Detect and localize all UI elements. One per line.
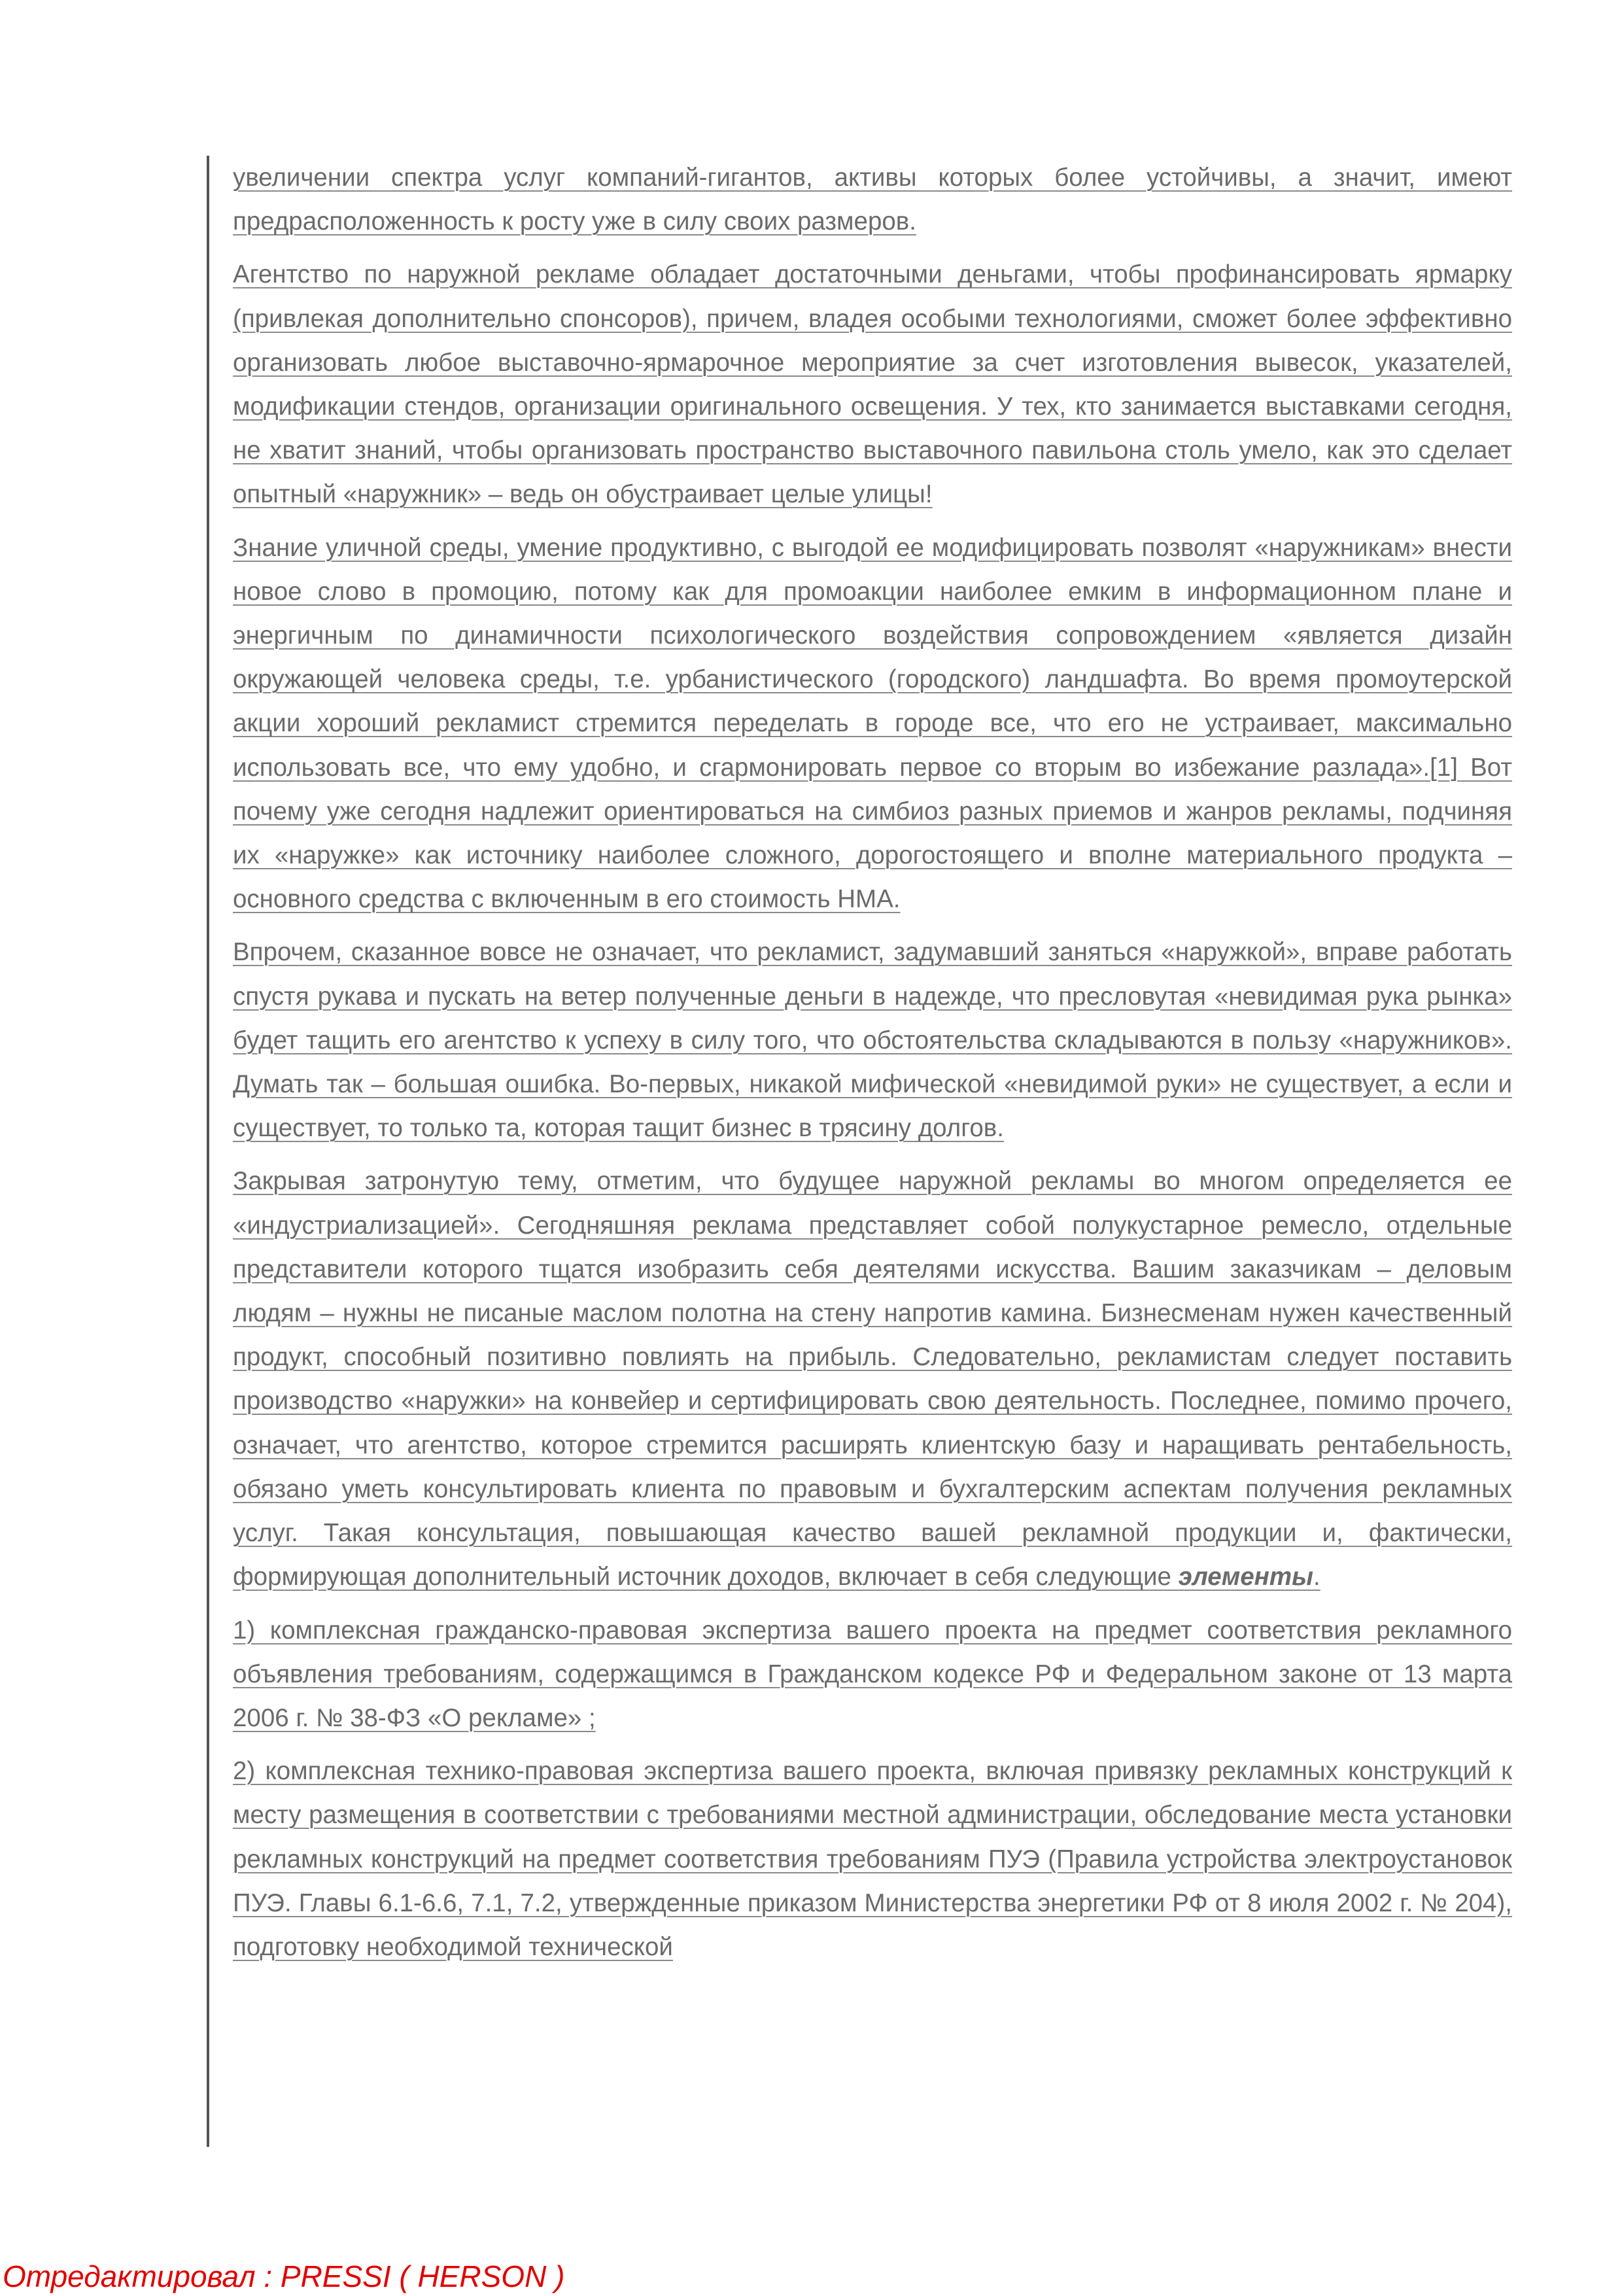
paragraph-5-end: .: [1313, 1563, 1320, 1592]
document-body: [233, 156, 1512, 1978]
paragraph-3[interactable]: Знание уличной среды, умение продуктивно, с выгодой ее модифицировать позволят «наружникам» внести новое слово в промоцию, потому как для промоакции наиболее емким в информационном плане и энергичным по динамичности психологического воздействия сопровождением «является дизайн окружающей человека среды, т.е. урбанистического (городского) ландшафта. Во время промоутерской акции хороший рекламист стремится переделать в городе все, что его не устраивает, максимально использовать все, что ему удобно, и сгармонировать первое со вторым во избежание разлада».[1] Вот почему уже сегодня надлежит ориентироваться на симбиоз разных приемов и жанров рекламы, подчиняя их «наружке» как источнику наиболее сложного, дорогостоящего и вполне материального продукта – основного средства с включенным в его стоимость НМА.: [233, 533, 1512, 914]
paragraph-5-emphasis: элементы: [1178, 1563, 1313, 1592]
left-margin-rule: [207, 156, 209, 2147]
paragraph-5[interactable]: [233, 1159, 1512, 1599]
paragraph-2[interactable]: Агентство по наружной рекламе обладает достаточными деньгами, чтобы профинансировать ярмарку (привлекая дополнительно спонсоров), причем, владея особыми технологиями, сможет более эффективно организовать любое выставочно-ярмарочное мероприятие за счет изготовления вывесок, указателей, модификации стендов, организации оригинального освещения. У тех, кто занимается выставками сегодня, не хватит знаний, чтобы организовать пространство выставочного павильона столь умело, как это сделает опытный «наружник» – ведь он обустраивает целые улицы!: [233, 260, 1512, 509]
footer-editor-credit: Отредактировал : PRESSI ( HERSON ): [3, 2259, 565, 2293]
paragraph-5-text: Закрывая затронутую тему, отметим, что будущее наружной рекламы во многом определяется ее «индустриализацией». Сегодняшняя реклама представляет собой полукустарное ремесло, отдельные представители которого тщатся изобразить себя деятелями искусства. Вашим заказчикам – деловым людям – нужны не писаные маслом полотна на стену напротив камина. Бизнесменам нужен качественный продукт, способный позитивно повлиять на прибыль. Следовательно, рекламистам следует поставить производство «наружки» на конвейер и сертифицировать свою деятельность. Последнее, помимо прочего, означает, что агентство, которое стремится расширять клиентскую базу и наращивать рентабельность, обязано уметь консультировать клиента по правовым и бухгалтерским аспектам получения рекламных услуг. Такая консультация, повышающая качество вашей рекламной продукции и, фактически, формирующая дополнительный источник доходов, включает в себя следующие: [233, 1167, 1512, 1592]
paragraph-1[interactable]: увеличении спектра услуг компаний-гигантов, активы которых более устойчивы, а значит, имеют предрасположенность к росту уже в силу своих размеров.: [233, 164, 1512, 236]
paragraph-4[interactable]: Впрочем, сказанное вовсе не означает, что рекламист, задумавший заняться «наружкой», вправе работать спустя рукава и пускать на ветер полученные деньги в надежде, что пресловутая «невидимая рука рынка» будет тащить его агентство к успеху в силу того, что обстоятельства складываются в пользу «наружников». Думать так – большая ошибка. Во-первых, никакой мифической «невидимой руки» не существует, а если и существует, то только та, которая тащит бизнес в трясину долгов.: [233, 938, 1512, 1143]
paragraph-7-list-item-2[interactable]: 2) комплексная технико-правовая экспертиза вашего проекта, включая привязку рекламных конструкций к месту размещения в соответствии с требованиями местной администрации, обследование места установки рекламных конструкций на предмет соответствия требованиям ПУЭ (Правила устройства электроустановок ПУЭ. Главы 6.1-6.6, 7.1, 7.2, утвержденные приказом Министерства энергетики РФ от 8 июля 2002 г. № 204), подготовку необходимой технической: [233, 1757, 1512, 1961]
paragraph-6-list-item-1[interactable]: 1) комплексная гражданско-правовая экспертиза вашего проекта на предмет соответствия рекламного объявления требованиям, содержащимся в Гражданском кодексе РФ и Федеральном законе от 13 марта 2006 г. № 38-ФЗ «О рекламе» ;: [233, 1616, 1512, 1732]
